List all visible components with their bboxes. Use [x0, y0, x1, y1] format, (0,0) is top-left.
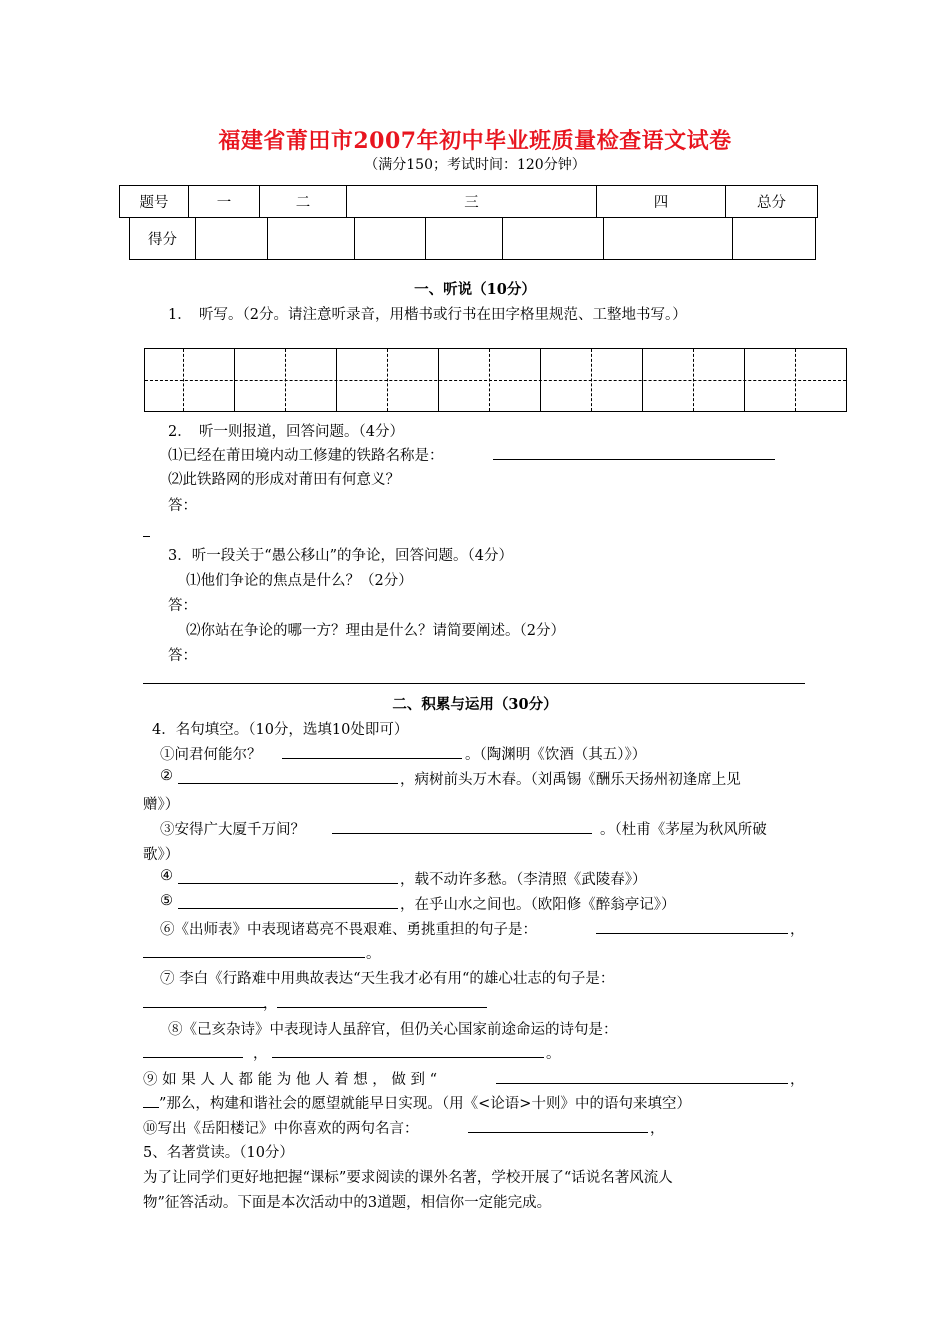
answer-line[interactable]: [493, 459, 775, 460]
section-1-heading: 一、听说（10分）: [414, 281, 536, 298]
blank-2[interactable]: [178, 783, 398, 784]
blank-9a[interactable]: [496, 1083, 788, 1084]
score-table-header: [119, 185, 818, 218]
score-table-scores: [129, 217, 816, 260]
fill-3-cont: 歌》）: [143, 847, 180, 863]
comma: ，: [263, 996, 278, 1012]
score-cell[interactable]: [604, 218, 733, 260]
question-1: 1． 听写。（2分。请注意听录音，用楷书或行书在田字格里规范、工整地书写。）: [168, 307, 687, 323]
question-3-2: ⑵你站在争论的哪一方？理由是什么？请简要阐述。（2分）: [186, 623, 565, 639]
fill-3-source: 。（杜甫《茅屋为秋风所破: [600, 822, 767, 838]
fill-1-text: ①问君何能尔？: [160, 747, 262, 763]
question-3: 3．听一段关于“愚公移山”的争论，回答问题。（4分）: [168, 548, 514, 564]
fill-2-cont: 赠》）: [143, 797, 180, 813]
blank-3[interactable]: [332, 833, 592, 834]
score-cell[interactable]: [426, 218, 503, 260]
fill-1-source: 。（陶渊明《饮酒（其五）》）: [465, 747, 647, 763]
cell-part-4: 四: [597, 186, 726, 218]
cell-total: 总分: [726, 186, 818, 218]
cell-number-label: 题号: [120, 186, 189, 218]
writing-grid[interactable]: [144, 348, 847, 412]
cell-part-2: 二: [260, 186, 347, 218]
question-4: 4．名句填空。（10分，选填10处即可）: [152, 722, 409, 738]
question-5-intro-2: 物”征答活动。下面是本次活动中的3道题，相信你一定能完成。: [143, 1195, 552, 1211]
blank-8b[interactable]: [272, 1057, 544, 1058]
fill-5-num: ⑤: [160, 893, 173, 909]
blank-7b[interactable]: [277, 1007, 487, 1008]
comma: ，: [650, 1121, 665, 1137]
blank-7a[interactable]: [143, 1007, 265, 1008]
cell-part-1: 一: [189, 186, 260, 218]
question-2-2: ⑵此铁路网的形成对莆田有何意义？: [168, 472, 400, 488]
fill-3-text: ③安得广大厦千万间？: [160, 822, 305, 838]
score-cell[interactable]: [355, 218, 426, 260]
fill-2-num: ②: [160, 768, 173, 784]
question-2-1: ⑴已经在莆田境内动工修建的铁路名称是：: [168, 448, 444, 464]
answer-label: 答：: [168, 498, 197, 514]
fill-9-cont: ”那么，构建和谐社会的愿望就能早日实现。（用《<论语>十则》中的语句来填空）: [159, 1096, 691, 1112]
period: 。: [366, 946, 381, 962]
blank-10[interactable]: [468, 1132, 648, 1133]
section-2-heading: 二、积累与运用（30分）: [392, 696, 558, 713]
comma: ，: [790, 1072, 805, 1088]
answer-line[interactable]: [143, 536, 150, 537]
fill-2-text: ，病树前头万木春。（刘禹锡《酬乐天扬州初逢席上见: [400, 772, 741, 788]
fill-9-text: ⑨ 如 果 人 人 都 能 为 他 人 着 想 ， 做 到 “: [143, 1072, 438, 1088]
question-2: 2． 听一则报道，回答问题。（4分）: [168, 424, 404, 440]
comma: ，: [790, 922, 805, 938]
fill-4-num: ④: [160, 868, 173, 884]
fill-8-text: ⑧《己亥杂诗》中表现诗人虽辞官，但仍关心国家前途命运的诗句是：: [168, 1022, 618, 1038]
score-cell[interactable]: [733, 218, 816, 260]
answer-label: 答：: [168, 648, 197, 664]
fill-6-text: ⑥《出师表》中表现诸葛亮不畏艰难、勇挑重担的句子是：: [160, 922, 537, 938]
cell-part-3: 三: [347, 186, 597, 218]
blank-5[interactable]: [178, 908, 398, 909]
blank-4[interactable]: [178, 883, 398, 884]
answer-label: 答：: [168, 598, 197, 614]
score-cell[interactable]: [196, 218, 268, 260]
question-5: 5、名著赏读。（10分）: [143, 1145, 294, 1161]
cell-score-label: 得分: [130, 218, 196, 260]
fill-5-text: ，在乎山水之间也。（欧阳修《醉翁亭记》）: [400, 897, 676, 913]
fill-10-text: ⑩写出《岳阳楼记》中你喜欢的两句名言：: [143, 1121, 419, 1137]
answer-line[interactable]: [143, 683, 805, 684]
blank-6b[interactable]: [143, 957, 365, 958]
blank-9b[interactable]: [143, 1107, 159, 1108]
blank-8a[interactable]: [143, 1057, 243, 1058]
page-title: 福建省莆田市2007年初中毕业班质量检查语文试卷: [218, 128, 732, 154]
fill-4-text: ，载不动许多愁。（李清照《武陵春》）: [400, 872, 647, 888]
period: 。: [546, 1046, 561, 1062]
question-5-intro-1: 为了让同学们更好地把握“课标”要求阅读的课外名著，学校开展了“话说名著风流人: [143, 1170, 673, 1186]
score-cell[interactable]: [503, 218, 604, 260]
comma: ，: [253, 1046, 268, 1062]
fill-7-text: ⑦ 李白《行路难中用典故表达“天生我才必有用“的雄心壮志的句子是：: [160, 971, 615, 987]
blank-1[interactable]: [282, 758, 462, 759]
exam-info: （满分150；考试时间：120分钟）: [364, 157, 586, 173]
score-cell[interactable]: [268, 218, 355, 260]
question-3-1: ⑴他们争论的焦点是什么？（2分）: [186, 573, 413, 589]
blank-6a[interactable]: [596, 933, 788, 934]
